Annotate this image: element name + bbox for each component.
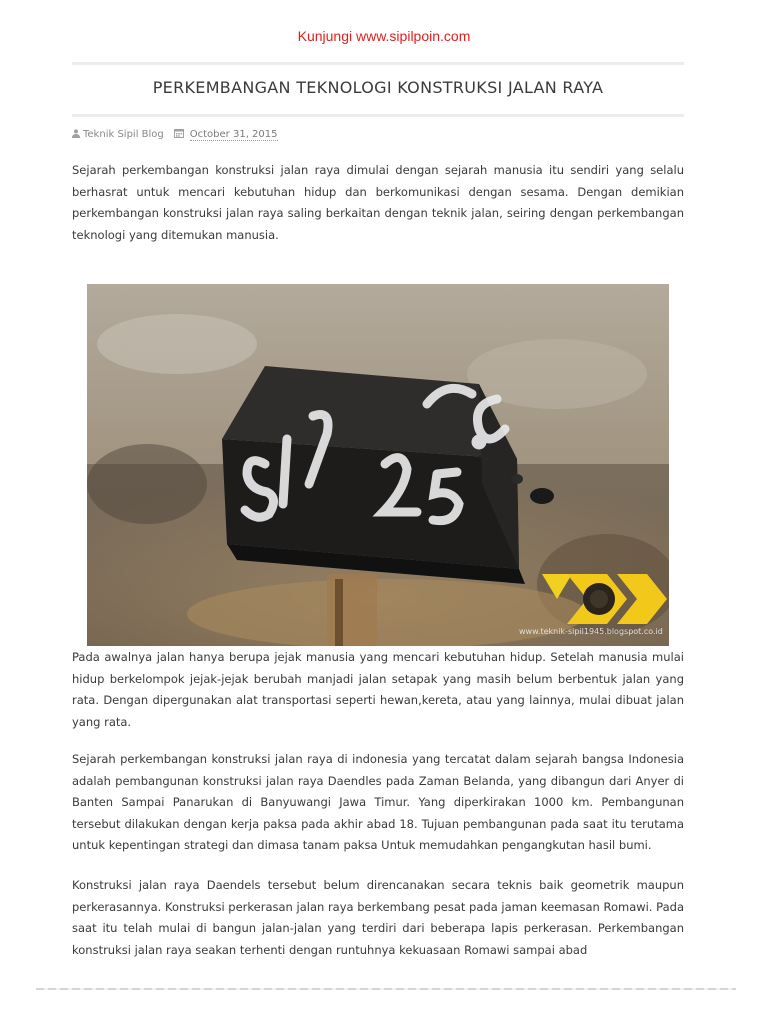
divider-bottom [72,114,684,117]
article-paragraph-1: Sejarah perkembangan konstruksi jalan raya dimulai dengan sejarah manusia itu sendiri yang selalu berhasrat untuk mencari kebutuhan hidup dan berkomunikasi dengan sesama. Dengan demikian perkembangan konstruksi jalan raya saling berkaitan dengan teknik jalan, seiring dengan perkembangan teknologi yang ditemukan manusia. [72,163,684,242]
article-paragraph-3: Sejarah perkembangan konstruksi jalan raya di indonesia yang tercatat dalam sejarah bangsa Indonesia adalah pembangunan konstruksi jalan raya Daendles pada Zaman Belanda, yang dibangun dari Anyer di Banten Sampai Panarukan di Banyuwangi Jawa Timur. Yang diperkirakan 1000 km. Pembangunan tersebut dilakukan dengan kerja paksa pada akhir abad 18. Tujuan pembangunan pada saat itu terutama untuk kepentingan strategi dan dimasa tanam paksa Untuk memudahkan pengangkutan hasil bumi. [72,752,684,852]
article-meta [72,128,278,141]
post-date-link[interactable]: October 31, 2015 [189,128,278,140]
photo-watermark-text: www.teknik-sipil1945.blogspot.co.id [519,627,663,636]
article-paragraph-2: Pada awalnya jalan hanya berupa jejak manusia yang mencari kebutuhan hidup. Setelah manusia mulai hidup berkelompok jejak-jejak berubah manjadi jalan setapak yang masih belum berbentuk jalan yang rata. Dengan dipergunakan alat transportasi seperti hewan,kereta, atau yang lainnya, mulai dibuat jalan yang rata. [72,650,684,729]
top-banner-link[interactable]: Kunjungi www.sipilpoin.com [297,28,471,44]
calendar-icon [174,128,184,141]
article-paragraph-4: Konstruksi jalan raya Daendels tersebut belum direncanakan secara teknis baik geometrik maupun perkerasannya. Konstruksi perkerasan jalan raya berkembang pesat pada jaman keemasan Romawi. Pada saat itu telah mulai di bangun jalan-jalan yang terdiri dari beberapa lapis perkerasan. Perkembangan konstruksi jalan raya seakan terhenti dengan runtuhnya kekuasaan Romawi sampai abad [72,878,684,957]
divider-top [72,62,684,65]
user-icon [72,129,80,141]
page-bottom-divider [36,988,736,990]
road-sample-photo [87,284,669,646]
author-link[interactable]: Teknik Sipil Blog [83,129,164,140]
article-title: PERKEMBANGAN TEKNOLOGI KONSTRUKSI JALAN RAYA [152,78,604,97]
